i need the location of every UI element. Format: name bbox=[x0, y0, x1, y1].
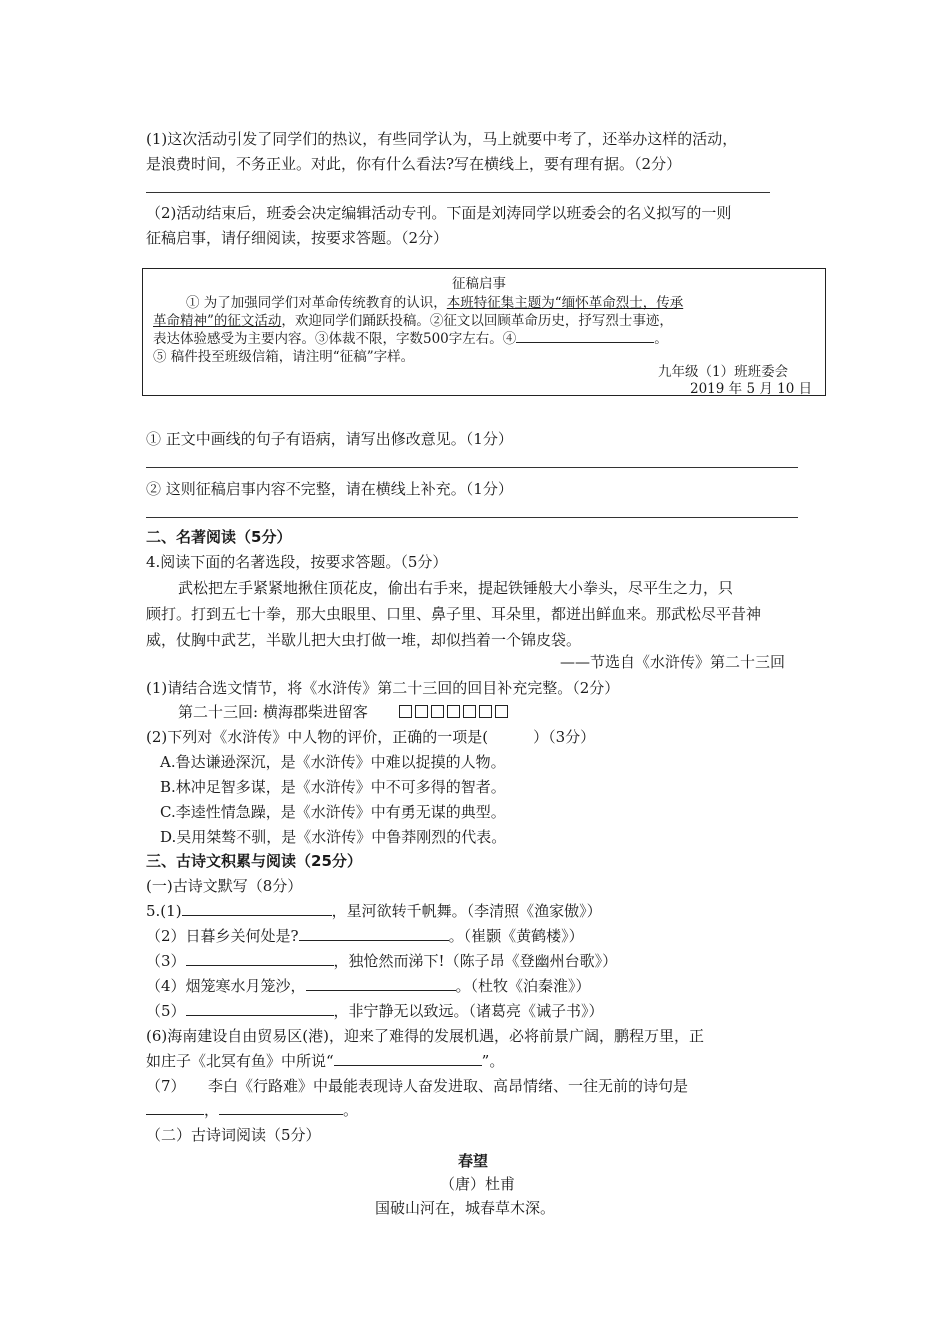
q5-6-line1: (6)海南建设自由贸易区(港)，迎来了难得的发展机遇，必将前景广阔，鹏程万里，正 bbox=[146, 1027, 704, 1045]
notice-title: 征稿启事 bbox=[452, 276, 506, 292]
notice-line2-b: ，欢迎同学们踊跃投稿。②征文以回顾革命历史，抒写烈士事迹， bbox=[281, 313, 673, 329]
notice-line3 bbox=[153, 327, 668, 347]
chapter-title-text: 第二十三回: 横海郡柴进留客 bbox=[178, 703, 368, 721]
q4-1: (1)请结合选文情节，将《水浒传》第二十三回的回目补充完整。（2分） bbox=[146, 679, 620, 697]
q5-7-line2 bbox=[146, 1099, 358, 1120]
poem-author: （唐）杜甫 bbox=[440, 1175, 516, 1193]
section2-heading: 二、名著阅读（5分） bbox=[146, 528, 292, 546]
passage-line3: 威，仗胸中武艺，半歇儿把大虫打做一堆，却似挡着一个锦皮袋。 bbox=[146, 631, 582, 649]
answer-line-q3-sub2 bbox=[146, 517, 798, 518]
q4-prompt: 4.阅读下面的名著选段，按要求答题。（5分） bbox=[146, 553, 448, 571]
notice-line1-underlined: 本班特征集主题为“缅怀革命烈士，传承 bbox=[446, 295, 684, 311]
passage-source: ——节选自《水浒传》第二十三回 bbox=[560, 653, 786, 671]
q5-5-prefix: （5） bbox=[146, 1002, 186, 1020]
q5-3-text: ，独怆然而涕下!（陈子昂《登幽州台歌》） bbox=[333, 952, 618, 970]
chapter-title bbox=[178, 701, 511, 722]
q5-6-prefix: 如庄子《北冥有鱼》中所说“ bbox=[146, 1052, 334, 1070]
section3-sub2: （二）古诗词阅读（5分） bbox=[146, 1126, 321, 1144]
notice-line3-text: 表达体验感受为主要内容。③体裁不限，字数500字左右。④ bbox=[153, 331, 517, 347]
q5-7-line1: （7） 李白《行路难》中最能表现诗人奋发进取、高昂情绪、一往无前的诗句是 bbox=[146, 1077, 689, 1095]
q5-1 bbox=[146, 900, 602, 921]
q5-2 bbox=[146, 925, 584, 946]
notice-line2 bbox=[153, 309, 673, 329]
q5-6-blank[interactable] bbox=[334, 1051, 482, 1066]
chapter-answer-boxes[interactable] bbox=[399, 703, 511, 721]
q5-5 bbox=[146, 1000, 604, 1021]
q5-2-text: 。（崔颢《黄鹤楼》） bbox=[448, 927, 584, 945]
q5-2-prefix: （2）日暮乡关何处是? bbox=[146, 927, 299, 945]
q5-1-prefix: 5.(1) bbox=[146, 902, 182, 920]
q5-7-blank-1[interactable] bbox=[146, 1100, 204, 1115]
q5-7-end: 。 bbox=[343, 1101, 359, 1119]
notice-line4: ⑤ 稿件投至班级信箱，请注明“征稿”字样。 bbox=[153, 349, 415, 365]
section3-heading: 三、古诗文积累与阅读（25分） bbox=[146, 852, 362, 870]
q4-2: (2)下列对《水浒传》中人物的评价，正确的一项是( ）（3分） bbox=[146, 728, 596, 746]
q5-7-blank-2[interactable] bbox=[219, 1100, 343, 1115]
q5-4-text: 。（杜牧《泊秦淮》） bbox=[455, 977, 591, 995]
q5-6-end: ”。 bbox=[481, 1052, 505, 1070]
q5-5-text: ，非宁静无以致远。（诸葛亮《诫子书》） bbox=[333, 1002, 604, 1020]
q3-sub2: ② 这则征稿启事内容不完整，请在横线上补充。（1分） bbox=[146, 480, 513, 498]
option-d: D.吴用桀骜不驯，是《水浒传》中鲁莽刚烈的代表。 bbox=[160, 828, 507, 846]
q5-4-prefix: （4）烟笼寒水月笼沙， bbox=[146, 977, 306, 995]
poem-line1: 国破山河在，城春草木深。 bbox=[375, 1199, 556, 1217]
notice-line2-underlined: 革命精神”的征文活动 bbox=[153, 313, 282, 329]
notice-line1 bbox=[186, 291, 683, 311]
option-b: B.林冲足智多谋，是《水浒传》中不可多得的智者。 bbox=[160, 778, 506, 796]
answer-line-q3-sub1 bbox=[146, 467, 798, 468]
notice-blank[interactable] bbox=[516, 328, 654, 343]
q5-3-prefix: （3） bbox=[146, 952, 186, 970]
q3-part1-line2: 是浪费时间，不务正业。对此，你有什么看法?写在横线上，要有理有据。（2分） bbox=[146, 155, 682, 173]
q5-4 bbox=[146, 975, 591, 996]
q3-sub1: ① 正文中画线的句子有语病，请写出修改意见。（1分） bbox=[146, 430, 513, 448]
passage-line2: 顾打。打到五七十拳，那大虫眼里、口里、鼻子里、耳朵里，都迸出鲜血来。那武松尽平昔神 bbox=[146, 605, 762, 623]
q3-part2-line1: （2)活动结束后，班委会决定编辑活动专刊。下面是刘涛同学以班委会的名义拟写的一则 bbox=[146, 204, 732, 222]
q5-3 bbox=[146, 950, 617, 971]
poem-title: 春望 bbox=[458, 1152, 489, 1170]
notice-line1-a: ① 为了加强同学们对革命传统教育的认识， bbox=[186, 295, 447, 311]
notice-line3-end: 。 bbox=[654, 331, 668, 347]
passage-line1: 武松把左手紧紧地揪住顶花皮，偷出右手来，提起铁锤般大小拳头，尽平生之力，只 bbox=[178, 579, 734, 597]
q3-part1-line1: (1)这次活动引发了同学们的热议，有些同学认为，马上就要中考了，还举办这样的活动， bbox=[146, 130, 738, 148]
notice-signer: 九年级（1）班班委会 bbox=[658, 364, 789, 380]
q5-1-blank[interactable] bbox=[182, 901, 332, 916]
q5-3-blank[interactable] bbox=[186, 951, 334, 966]
q3-part2-line2: 征稿启事，请仔细阅读，按要求答题。（2分） bbox=[146, 229, 449, 247]
q5-6-line2 bbox=[146, 1050, 504, 1071]
section3-sub1: (一)古诗文默写（8分） bbox=[146, 877, 303, 895]
notice-date: 2019 年 5 月 10 日 bbox=[690, 381, 813, 397]
option-c: C.李逵性情急躁，是《水浒传》中有勇无谋的典型。 bbox=[160, 803, 506, 821]
q5-5-blank[interactable] bbox=[186, 1001, 334, 1016]
q5-4-blank[interactable] bbox=[306, 976, 456, 991]
q5-7-sep: ， bbox=[204, 1101, 220, 1119]
answer-line-q3-1 bbox=[146, 192, 770, 193]
option-a: A.鲁达谦逊深沉，是《水浒传》中难以捉摸的人物。 bbox=[160, 753, 506, 771]
q5-1-text: ，星河欲转千帆舞。（李清照《渔家傲》） bbox=[331, 902, 602, 920]
q5-2-blank[interactable] bbox=[299, 926, 449, 941]
